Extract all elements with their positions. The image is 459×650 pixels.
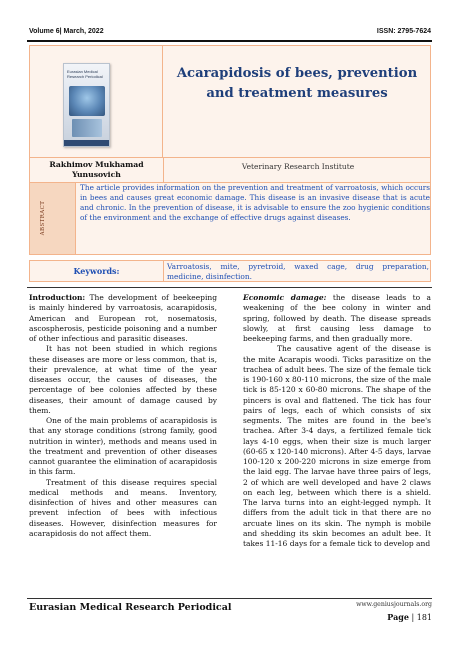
abstract-label-cell — [30, 183, 76, 254]
paragraph: One of the main problems of acarapidosis is that any storage conditions (strong family, good nutrition in winter), methods and means used in the treatment and prevention of other diseases cannot guarantee the elimination of acarapidosis in this farm. — [29, 416, 217, 477]
journal-cover-image — [63, 63, 110, 147]
page-number: Page | 181 — [387, 612, 432, 622]
cover-artwork — [69, 86, 105, 116]
paragraph-economic-damage: Economic damage: the disease leads to a weakening of the bee colony in winter and spring, followed by death. The disease spreads slowly, at first causing less damage to beekeeping farms, and then gradually more. — [243, 293, 431, 343]
paragraph: Treatment of this disease requires special medical methods and means. Inventory, disinfection of hives and other measures can prevent infection of bees with infectious diseases. However, disinfection measures for acarapidosis do not affect them. — [29, 477, 217, 538]
abstract-row — [29, 183, 431, 255]
cover-title: Eurasian Medical Research Periodical — [67, 69, 103, 79]
economic-damage-heading: Economic damage: — [243, 293, 327, 302]
cover-artwork-secondary — [72, 119, 102, 137]
title-box-divider — [162, 45, 163, 158]
author-name: Rakhimov Mukhamad Yunusovich — [49, 160, 144, 179]
body-column-right — [243, 293, 431, 549]
running-header — [29, 26, 431, 40]
introduction-heading: Introduction: — [29, 293, 86, 302]
header-rule — [27, 40, 432, 42]
body-rule — [27, 287, 432, 288]
footer-journal-name: Eurasian Medical Research Periodical — [29, 602, 232, 613]
footer-rule — [27, 598, 432, 599]
footer-url[interactable]: www.geniusjournals.org — [356, 601, 432, 608]
paragraph: It has not been studied in which regions these diseases are more or less common, that is, their prevalence, at what time of the year diseases occur, the causes of diseases, the percentage of bee colonies affected by these diseases, their amount of damage caused by them. — [29, 344, 217, 415]
article-title: Acarapidosis of bees, prevention and treatment measures — [176, 66, 418, 101]
paragraph-introduction: Introduction: The development of beekeeping is mainly hindered by varroatosis, acarapidosis, American and European rot, nosematosis, ascospherosis, pesticide poisoning and a number of other infectious and parasitic diseases. — [29, 293, 217, 343]
abstract-text: The article provides information on the prevention and treatment of varroatosis, which occurs in bees and causes great economic damage. This disease is an invasive disease that is acute and chronic. In the prevention of disease, it is advisable to ensure the zoo hygienic conditions of the environment and the exchange of effective drugs against diseases. — [80, 183, 430, 223]
keywords-label: Keywords: — [73, 266, 120, 276]
keywords-row — [29, 260, 431, 282]
author-row — [29, 158, 431, 183]
issn: ISSN: 2795-7624 — [376, 28, 431, 35]
keywords-text: Varroatosis, mite, pyretroid, waxed cage, drug preparation, medicine, disinfection. — [167, 262, 429, 281]
abstract-label: ABSTRACT — [40, 200, 46, 236]
cover-bottom-bar — [64, 140, 109, 146]
volume-info: Volume 6| March, 2022 — [29, 28, 104, 35]
paragraph: The causative agent of the disease is the mite Acarapis woodi. Ticks parasitize on the trachea of adult bees. The size of the female tick is 190-160 x 80-110 microns, the size of the male tick is 85-120 x 60-80 microns. The shape of the pincers is oval and flattened. The tick has four pairs of legs, each of which consists of six segments. The mites are found in the bee's trachea. After 3-4 days, a fertilized female tick lays 4-10 eggs, when their size is much larger (60-65 x 120-140 microns). After 4-5 days, larvae 100-120 x 200-220 microns in size emerge from the laid egg. The larvae have three pairs of legs, 2 of which are well developed and have 2 claws on each leg, between which there is a shield. The larva turns into an eight-legged nymph. It differs from the adult tick in that there are no arcuate lines on its skin. The nymph is mobile and shedding its skin becomes an adult bee. It takes 11-16 days for a female tick to develop and — [243, 344, 431, 548]
author-affiliation: Veterinary Research Institute — [241, 162, 355, 171]
body-column-left — [29, 293, 217, 539]
